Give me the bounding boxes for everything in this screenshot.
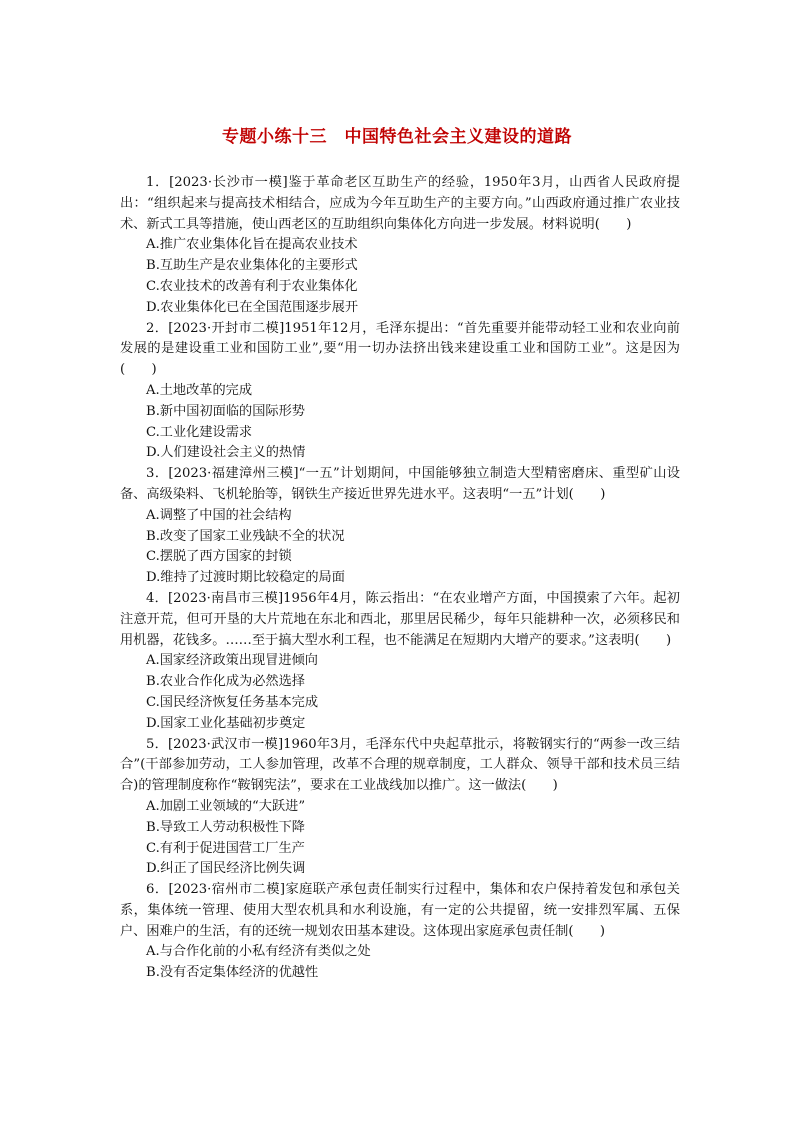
option-list [120, 797, 680, 880]
option-list [120, 506, 680, 589]
option-d: D.纠正了国民经济比例失调 [146, 861, 306, 877]
question-stem: 6．[2023·宿州市二模]家庭联产承包责任制实行过程中，集体和农户保持着发包和承包关系，集体统一管理、使用大型农机具和水利设施，有一定的公共提留，统一安排烈军属、五保户、困难户的生活，有的还统一规划农田基本建设。这体现出家庭承包责任制( ) [120, 882, 680, 939]
option-d: D.维持了过渡时期比较稳定的局面 [146, 570, 345, 586]
question-stem: 5．[2023·武汉市一模]1960年3月，毛泽东代中央起草批示，将鞍钢实行的“两参一改三结合”(干部参加劳动，工人参加管理，改革不合理的规章制度，工人群众、领导干部和技术员三结合)的管理制度称作“鞍钢宪法”，要求在工业战线加以推广。这一做法( ) [120, 736, 680, 794]
question-3 [120, 464, 680, 589]
option-list [120, 942, 680, 984]
option-b: B.农业合作化成为必然选择 [146, 674, 305, 690]
question-2 [120, 319, 680, 465]
question-6 [120, 880, 680, 984]
option-c: C.农业技术的改善有利于农业集体化 [146, 278, 358, 294]
option-list [120, 381, 680, 464]
option-b: B.互助生产是农业集体化的主要形式 [146, 258, 358, 274]
option-d: D.国家工业化基础初步奠定 [146, 715, 306, 731]
option-a: A.调整了中国的社会结构 [146, 507, 292, 523]
option-a: A.国家经济政策出现冒进倾向 [146, 653, 318, 669]
option-c: C.国民经济恢复任务基本完成 [146, 694, 319, 710]
option-a: A.推广农业集体化旨在提高农业技术 [146, 237, 358, 253]
option-b: B.改变了国家工业残缺不全的状况 [146, 528, 345, 544]
question-stem: 3．[2023·福建漳州三模]“一五”计划期间，中国能够独立制造大型精密磨床、重型矿山设备、高级染料、飞机轮胎等，钢铁生产接近世界先进水平。这表明“一五”计划( ) [120, 466, 680, 502]
option-d: D.农业集体化已在全国范围逐步展开 [146, 299, 359, 315]
option-a: A.与合作化前的小私有经济有类似之处 [146, 944, 371, 960]
question-5 [120, 735, 680, 881]
option-b: B.导致工人劳动积极性下降 [146, 819, 305, 835]
option-list [120, 651, 680, 734]
option-b: B.新中国初面临的国际形势 [146, 403, 305, 419]
question-stem: 4．[2023·南昌市三模]1956年4月，陈云指出：“在农业增产方面，中国摸索了六年。起初注意开荒，但可开垦的大片荒地在东北和西北，那里居民稀少，每年只能耕种一次，必须移民和用机器，花钱多。……至于搞大型水利工程，也不能满足在短期内大增产的要求。”这表明( ) [120, 590, 680, 648]
option-b: B.没有否定集体经济的优越性 [146, 965, 319, 981]
option-c: C.工业化建设需求 [146, 424, 253, 440]
question-1 [120, 173, 680, 319]
question-stem: 2．[2023·开封市二模]1951年12月，毛泽东提出：“首先重要并能带动轻工业和农业向前发展的是建设重工业和国防工业”,要“用一切办法挤出钱来建设重工业和国防工业”。这是因为( ) [120, 320, 680, 378]
option-a: A.加剧工业领域的“大跃进” [146, 798, 306, 814]
option-d: D.人们建设社会主义的热情 [146, 445, 306, 461]
option-c: C.有利于促进国营工厂生产 [146, 840, 305, 856]
option-list [120, 235, 680, 318]
question-stem: 1．[2023·长沙市一模]鉴于革命老区互助生产的经验，1950年3月，山西省人民政府提出：“组织起来与提高技术相结合，应成为今年互助生产的主要方向。”山西政府通过推广农业技术、新式工具等措施，使山西老区的互助组织向集体化方向进一步发展。材料说明( ) [120, 175, 680, 232]
option-c: C.摆脱了西方国家的封锁 [146, 549, 292, 565]
option-a: A.土地改革的完成 [146, 382, 253, 398]
question-list [120, 173, 680, 984]
page-title: 专题小练十三 中国特色社会主义建设的道路 [222, 127, 572, 147]
question-4 [120, 589, 680, 735]
